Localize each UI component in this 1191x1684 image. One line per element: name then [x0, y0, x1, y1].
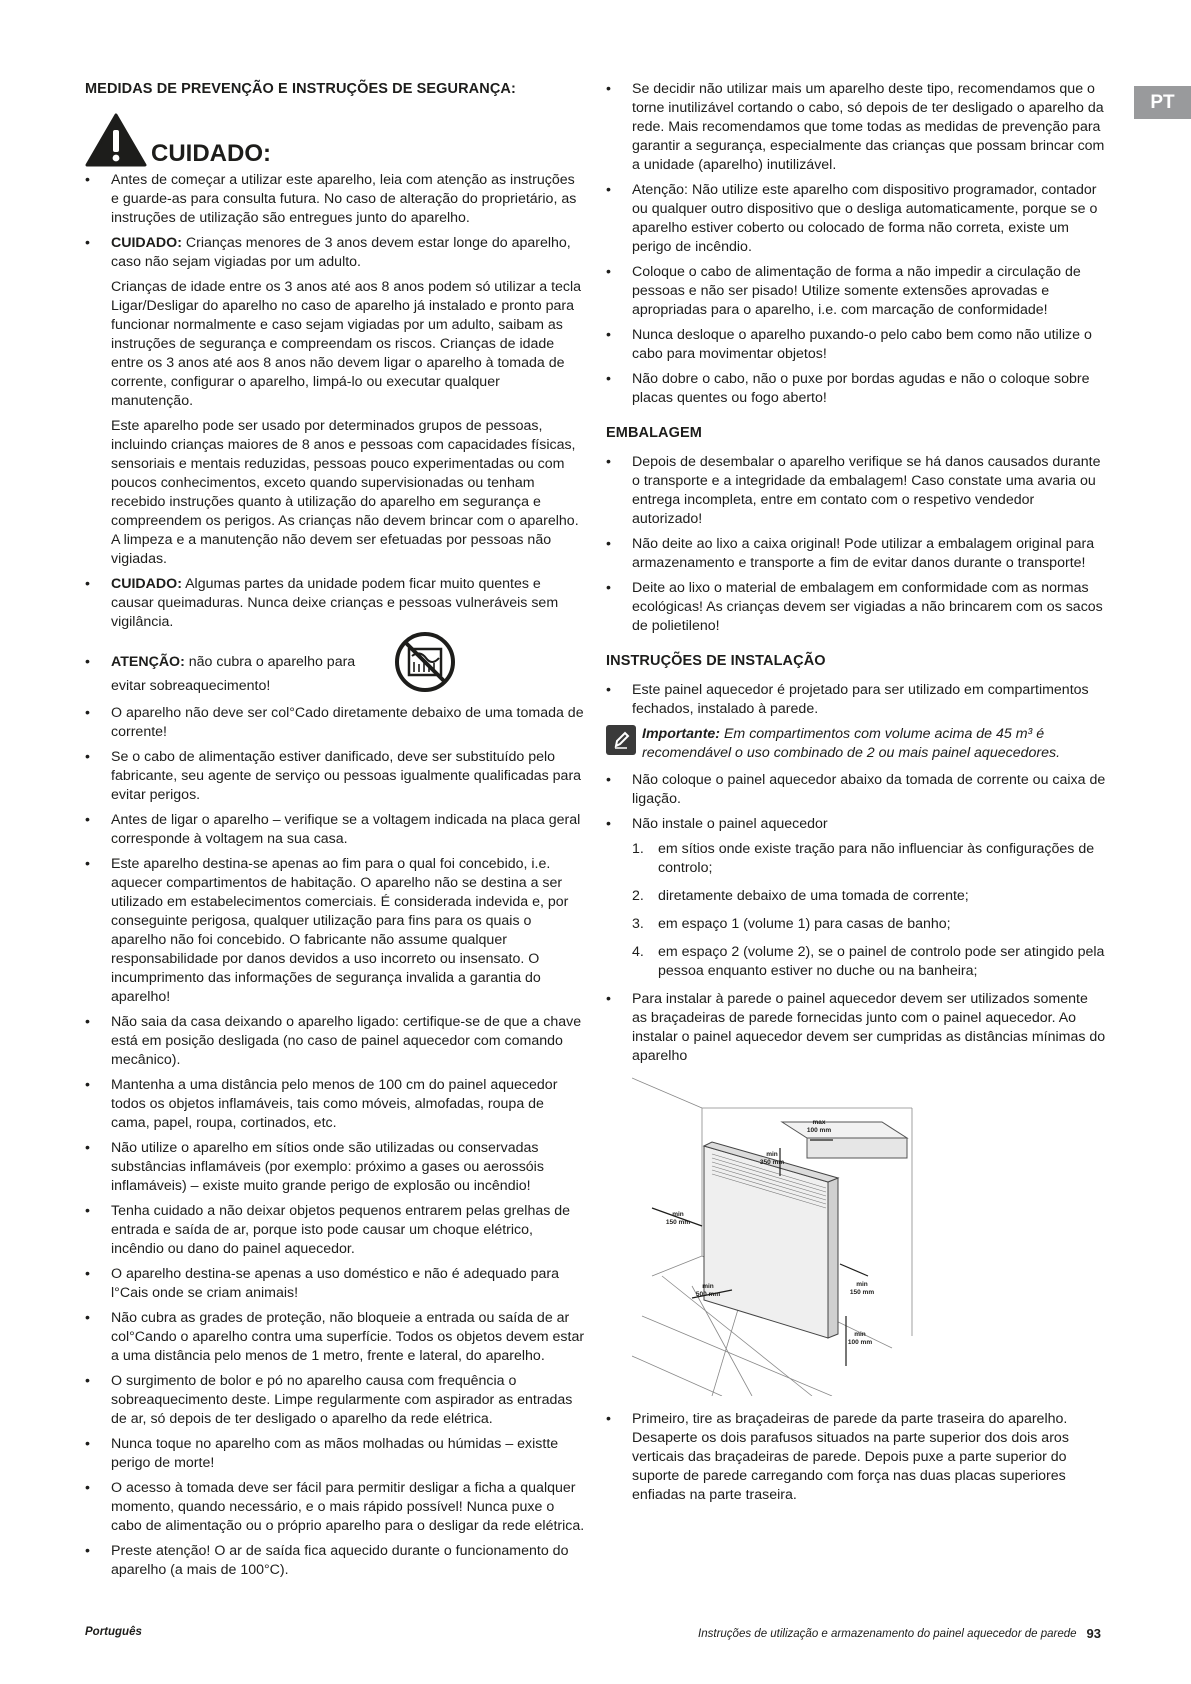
list-subparagraph: Este aparelho pode ser usado por determinados grupos de pessoas, incluindo crianças maiores de 8 anos e pessoas com capacidades físicas, sensoriais e mentais reduzidas, pessoas pouco experimentadas ou com poucos conhecimentos, exceto quando supervisionadas ou tenham recebido instruções quanto à utilização do aparelho em segurança e compreendem os perigos. As crianças não devem brincar com o aparelho. A limpeza e a manutenção não devem ser efetuadas por pessoas não vigiadas. — [111, 418, 579, 567]
min-left-value: 150 mm — [665, 1219, 691, 1226]
pencil-note-icon — [606, 725, 636, 755]
list-item: • ATENÇÃO: não cubra o aparelho para evitar sobreaquecimento! — [85, 650, 386, 698]
section-heading-packaging: EMBALAGEM — [606, 425, 702, 441]
list-item: • O aparelho destina-se apenas a uso doméstico e não é adequado para l°Cais onde se criam animais! — [85, 1265, 585, 1303]
list-item: • Para instalar à parede o painel aquecedor devem ser utilizados somente as braçadeiras de parede fornecidas junto com o painel aquecedor. Ao instalar o painel aquecedor devem ser cumpridas as distâncias mínimas do aparelho — [606, 990, 1106, 1066]
list-item: • Este painel aquecedor é projetado para ser utilizado em compartimentos fechados, instalado à parede. — [606, 681, 1106, 719]
max-top-value: 100 mm — [806, 1127, 832, 1134]
min-top-value: 350 mm — [759, 1159, 785, 1166]
numbered-item: 4. em espaço 2 (volume 2), se o painel de controlo pode ser atingido pela pessoa enquanto estiver no duche ou na banheira; — [632, 944, 1105, 979]
caution-header — [85, 113, 585, 167]
footer-right — [698, 1626, 1101, 1641]
list-item: • CUIDADO: Crianças menores de 3 anos devem estar longe do aparelho, caso não sejam vigiadas por um adulto. — [85, 234, 585, 272]
min-right-value: 150 mm — [849, 1289, 875, 1296]
left-column — [85, 80, 585, 1586]
safety-list-bottom — [85, 704, 585, 1580]
list-item: • O surgimento de bolor e pó no aparelho causa com frequência o sobreaquecimento deste. Limpe regularmente com aspirador as entradas de ar, só depois de ter desligado o aparelho da rede elétrica. — [85, 1372, 585, 1429]
min-right-label: min — [856, 1281, 868, 1288]
page-number: 93 — [1086, 1626, 1101, 1641]
list-item: • Não deite ao lixo a caixa original! Pode utilizar a embalagem original para armazenamento e transporte a fim de evitar danos durante o transporte! — [606, 535, 1106, 573]
list-item: • Nunca desloque o aparelho puxando-o pelo cabo bem como não utilize o cabo para movimentar objetos! — [606, 326, 1106, 364]
safety-list-top — [85, 171, 585, 632]
numbered-item: 2. diretamente debaixo de uma tomada de corrente; — [632, 888, 969, 904]
numbered-item: 3. em espaço 1 (volume 1) para casas de banho; — [632, 916, 951, 932]
footer-language: Português — [85, 1626, 142, 1638]
list-item: • Preste atenção! O ar de saída fica aquecido durante o funcionamento do aparelho (a mais de 100°C). — [85, 1542, 585, 1580]
list-item: • Não dobre o cabo, não o puxe por bordas agudas e não o coloque sobre placas quentes ou fogo aberto! — [606, 370, 1106, 408]
list-item: • Este aparelho destina-se apenas ao fim para o qual foi concebido, i.e. aquecer compartimentos de habitação. O aparelho não se destina a ser utilizado em estabelecimentos comerciais. É considerada indevida e, por conseguinte perigosa, qualquer utilização para fins para os quais o aparelho não foi concebido. O fabricante não assume qualquer responsabilidade por danos devidos a uso incorreto ou insensato. O incumprimento das informações de segurança invalida a garantia do aparelho! — [85, 855, 585, 1007]
list-item: • O aparelho não deve ser col°Cado diretamente debaixo de uma tomada de corrente! — [85, 704, 585, 742]
min-bottom-value: 100 mm — [847, 1339, 873, 1346]
safety-list-continued — [606, 80, 1106, 408]
list-item: • O acesso à tomada deve ser fácil para permitir desligar a ficha a qualquer momento, quando necessário, e o mais rápido possível! Nunca puxe o cabo de alimentação ou o próprio aparelho para o desligar da rede elétrica. — [85, 1479, 585, 1536]
list-item: • Antes de ligar o aparelho – verifique se a voltagem indicada na placa geral corresponde à voltagem na sua casa. — [85, 811, 585, 849]
min-bottom-label: min — [854, 1331, 866, 1338]
min-front-label: min — [702, 1283, 714, 1290]
list-item: • Não cubra as grades de proteção, não bloqueie a entrada ou saída de ar col°Cando o aparelho contra uma superfície. Todos os objetos devem estar a uma distância pelo menos de 1 metro, frente e lateral, do aparelho. — [85, 1309, 585, 1366]
numbered-item: 1. em sítios onde existe tração para não influenciar às configurações de controlo; — [632, 841, 1095, 876]
list-item: • Atenção: Não utilize este aparelho com dispositivo programador, contador ou qualquer outro dispositivo que o desliga automaticamente, porque se o aparelho estiver coberto ou colocado de forma não correta, existe um perigo de incêndio. — [606, 181, 1106, 257]
section-heading-installation: INSTRUÇÕES DE INSTALAÇÃO — [606, 653, 826, 669]
list-item: • Depois de desembalar o aparelho verifique se há danos causados durante o transporte e a integridade da embalagem! Caso constate uma avaria ou entrega incompleta, entre em contato com o respetivo vendedor autorizado! — [606, 453, 1106, 529]
right-column — [606, 80, 1106, 1511]
list-subparagraph: Crianças de idade entre os 3 anos até aos 8 anos podem só utilizar a tecla Ligar/Desligar do aparelho no caso de aparelho já instalado e pronto para funcionar normalmente e caso sejam vigiadas por um adulto, saibam as instruções de segurança e compreendam os riscos. Crianças de idade entre os 3 anos até aos 8 anos não devem ligar o aparelho à tomada de corrente, configurar o aparelho, limpá-lo ou executar qualquer manutenção. — [111, 279, 582, 409]
language-tab: PT — [1134, 86, 1191, 119]
installation-list — [606, 681, 1106, 719]
installation-list-3 — [606, 990, 1106, 1066]
list-item: • Não coloque o painel aquecedor abaixo da tomada de corrente ou caixa de ligação. — [606, 771, 1106, 809]
list-item: • CUIDADO: Algumas partes da unidade podem ficar muito quentes e causar queimaduras. Nunca deixe crianças e pessoas vulneráveis sem vigilância. — [85, 575, 585, 632]
list-item: • Tenha cuidado a não deixar objetos pequenos entrarem pelas grelhas de entrada e saída de ar, porque isto pode causar um choque elétrico, incêndio ou dano do painel aquecedor. — [85, 1202, 585, 1259]
warning-triangle-icon — [85, 113, 147, 167]
list-item: • Não instale o painel aquecedor — [606, 815, 1106, 834]
installation-list-2 — [606, 771, 1106, 834]
min-front-value: 500 mm — [695, 1291, 721, 1298]
note-text: Importante: Em compartimentos com volume acima de 45 m³ é recomendável o uso combinado de 2 ou mais painel aquecedores. — [642, 726, 1061, 761]
list-item: • Primeiro, tire as braçadeiras de parede da parte traseira do aparelho. Desaperte os dois parafusos situados na parte superior dos dois aros verticais das braçadeiras de parede. Depois puxe a parte superior do suporte de parede carregando com força nas duas placas superiores enfiadas na parte traseira. — [606, 1410, 1106, 1505]
important-note — [606, 725, 1106, 763]
list-item: • Mantenha a uma distância pelo menos de 100 cm do painel aquecedor todos os objetos inflamáveis, tais como móveis, almofadas, roupa de cama, papel, roupa, cortinados, etc. — [85, 1076, 585, 1133]
list-item: • Coloque o cabo de alimentação de forma a não impedir a circulação de pessoas e não ser pisado! Utilize somente extensões aprovadas e apropriadas para o aparelho, i.e. com marcação de conformidade! — [606, 263, 1106, 320]
installation-list-4 — [606, 1410, 1106, 1505]
list-item: • Não utilize o aparelho em sítios onde são utilizadas ou conservadas substâncias inflamáveis (por exemplo: próximo a gases ou aerossóis inflamáveis) – existe muito grande perigo de explosão ou incêndio! — [85, 1139, 585, 1196]
packaging-list — [606, 453, 1106, 636]
section-heading-safety: MEDIDAS DE PREVENÇÃO E INSTRUÇÕES DE SEGURANÇA: — [85, 81, 516, 97]
list-item: • Nunca toque no aparelho com as mãos molhadas ou húmidas – existte perigo de morte! — [85, 1435, 585, 1473]
numbered-list — [606, 840, 1106, 981]
list-item: • Não saia da casa deixando o aparelho ligado: certifique-se de que a chave está em posição desligada (no caso de painel aquecedor com comando mecânico). — [85, 1013, 585, 1070]
do-not-cover-icon — [390, 632, 460, 692]
list-item: • Se decidir não utilizar mais um aparelho deste tipo, recomendamos que o torne inutilizável cortando o cabo, só depois de ter desligado o aparelho da rede. Mais recomendamos que tome todas as medidas de prevenção para garantir a segurança, especialmente das crianças que possam brincar com a unidade (aparelho) inutilizável. — [606, 80, 1106, 175]
min-top-label: min — [766, 1151, 778, 1158]
list-item: • Se o cabo de alimentação estiver danificado, deve ser substituído pelo fabricante, seu agente de serviço ou pessoas igualmente qualificadas para evitar perigos. — [85, 748, 585, 805]
min-left-label: min — [672, 1211, 684, 1218]
list-item: • Antes de começar a utilizar este aparelho, leia com atenção as instruções e guarde-as para consulta futura. No caso de alteração do proprietário, as instruções de utilização são entregues junto do aparelho. — [85, 171, 585, 228]
list-item: • Deite ao lixo o material de embalagem em conformidade com as normas ecológicas! As crianças devem ser vigiadas a não brincarem com os sacos de polietileno! — [606, 579, 1106, 636]
installation-clearance-diagram — [632, 1076, 932, 1396]
max-top-label: max — [812, 1119, 826, 1126]
attention-block — [85, 650, 585, 698]
footer-doc-title: Instruções de utilização e armazenamento do painel aquecedor de parede — [698, 1627, 1077, 1640]
caution-word: CUIDADO: — [151, 140, 271, 167]
